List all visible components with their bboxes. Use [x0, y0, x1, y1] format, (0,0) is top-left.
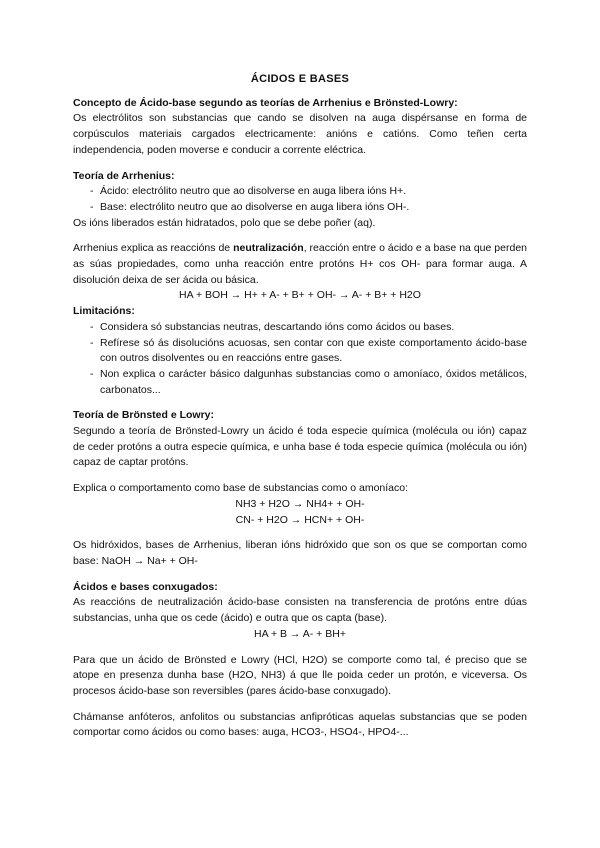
- neutralization-text-end: , reacción entre o ácido e a base na que perden as súas propiedades, como unha reacción entre protóns H+ cos OH- para formar auga. A disolución deixa de ser ácida ou básica.: [73, 242, 527, 286]
- conjugates-text: As reaccións de neutralización ácido-base consisten na transferencia de protóns entre dúas substancias, unha que os cede (ácido) e outra que os capta (base).: [73, 596, 527, 625]
- bronsted-heading: Teoría de Brönsted e Lowry:: [73, 409, 214, 422]
- limitations-list: [73, 320, 527, 399]
- limitation-item: - Non explica o carácter básico dalgunhas substancias como o amoníaco, óxidos metálicos, carbonatos...: [73, 367, 527, 398]
- arrhenius-acid-item: - Ácido: electrólito neutro que ao disolverse en auga libera ións H+.: [73, 184, 527, 200]
- limitations-heading: Limitacións:: [73, 305, 135, 318]
- hydroxides-text: Os hidróxidos, bases de Arrhenius, liberan ións hidróxido que son os que se comportan como base: NaOH → Na+ + OH-: [73, 539, 527, 567]
- document-content: [73, 72, 527, 741]
- limitation-item: - Considera só substancias neutras, descartando ións como ácidos ou bases.: [73, 320, 527, 336]
- conjugates-heading: Ácidos e bases conxugados:: [73, 580, 218, 593]
- conjugates-equation: HA + B → A- + BH+: [254, 627, 346, 640]
- neutralization-term: neutralización: [233, 242, 304, 255]
- neutralization-text-start: Arrhenius explica as reaccións de: [73, 242, 234, 255]
- concept-heading: Concepto de Ácido-base segundo as teorías de Arrhenius e Brönsted-Lowry:: [73, 96, 458, 109]
- ammonia-equation: NH3 + H2O → NH4+ + OH-: [235, 497, 365, 510]
- arrhenius-base-item: - Base: electrólito neutro que ao disolverse en auga libera ións OH-.: [73, 200, 527, 216]
- bronsted-text: Segundo a teoría de Brönsted-Lowry un ácido é toda especie química (molécula ou ión) capaz de ceder protóns a outra especie química, e unha base é toda especie química (molécula ou ión) capaz de captar protóns.: [73, 425, 527, 469]
- neutralization-paragraph: [73, 241, 527, 288]
- arrhenius-list: [73, 184, 527, 215]
- document-title: ÁCIDOS E BASES: [250, 73, 350, 85]
- arrhenius-note: Os ións liberados están hidratados, polo que se debe poñer (aq).: [73, 216, 376, 229]
- amphoteric-paragraph: Chámanse anfóteros, anfolitos ou substancias anfipróticas aquelas substancias que se poden comportar como ácidos ou como bases: auga, HCO3-, HSO4-, HPO4-...: [73, 710, 527, 739]
- concept-text: Os electrólitos son substancias que cando se disolven na auga dispérsanse en forma de corpúsculos materiais cargados electricamente: anións e catións. Como teñen certa independencia, poden moverse e conducir a corrente eléctrica.: [73, 112, 527, 156]
- bronsted-explain: Explica o comportamento como base de substancias como o amoníaco:: [73, 482, 409, 495]
- conjugates-paragraph: Para que un ácido de Brönsted e Lowry (HCl, H2O) se comporte como tal, é preciso que se atope en presenza dunha base (H2O, NH3) á que lle poida ceder un protón, e viceversa. Os procesos ácido-base son reversibles (pares ácido-base conxugado).: [73, 653, 527, 697]
- neutralization-equation: HA + BOH → H+ + A- + B+ + OH- → A- + B+ + H2O: [179, 289, 421, 302]
- cyanide-equation: CN- + H2O → HCN+ + OH-: [235, 513, 365, 526]
- arrhenius-heading: Teoría de Arrhenius:: [73, 169, 175, 182]
- limitation-item: - Refírese só ás disolucións acuosas, sen contar con que existe comportamento ácido-base con outros disolventes ou en reaccións entre gases.: [73, 336, 527, 367]
